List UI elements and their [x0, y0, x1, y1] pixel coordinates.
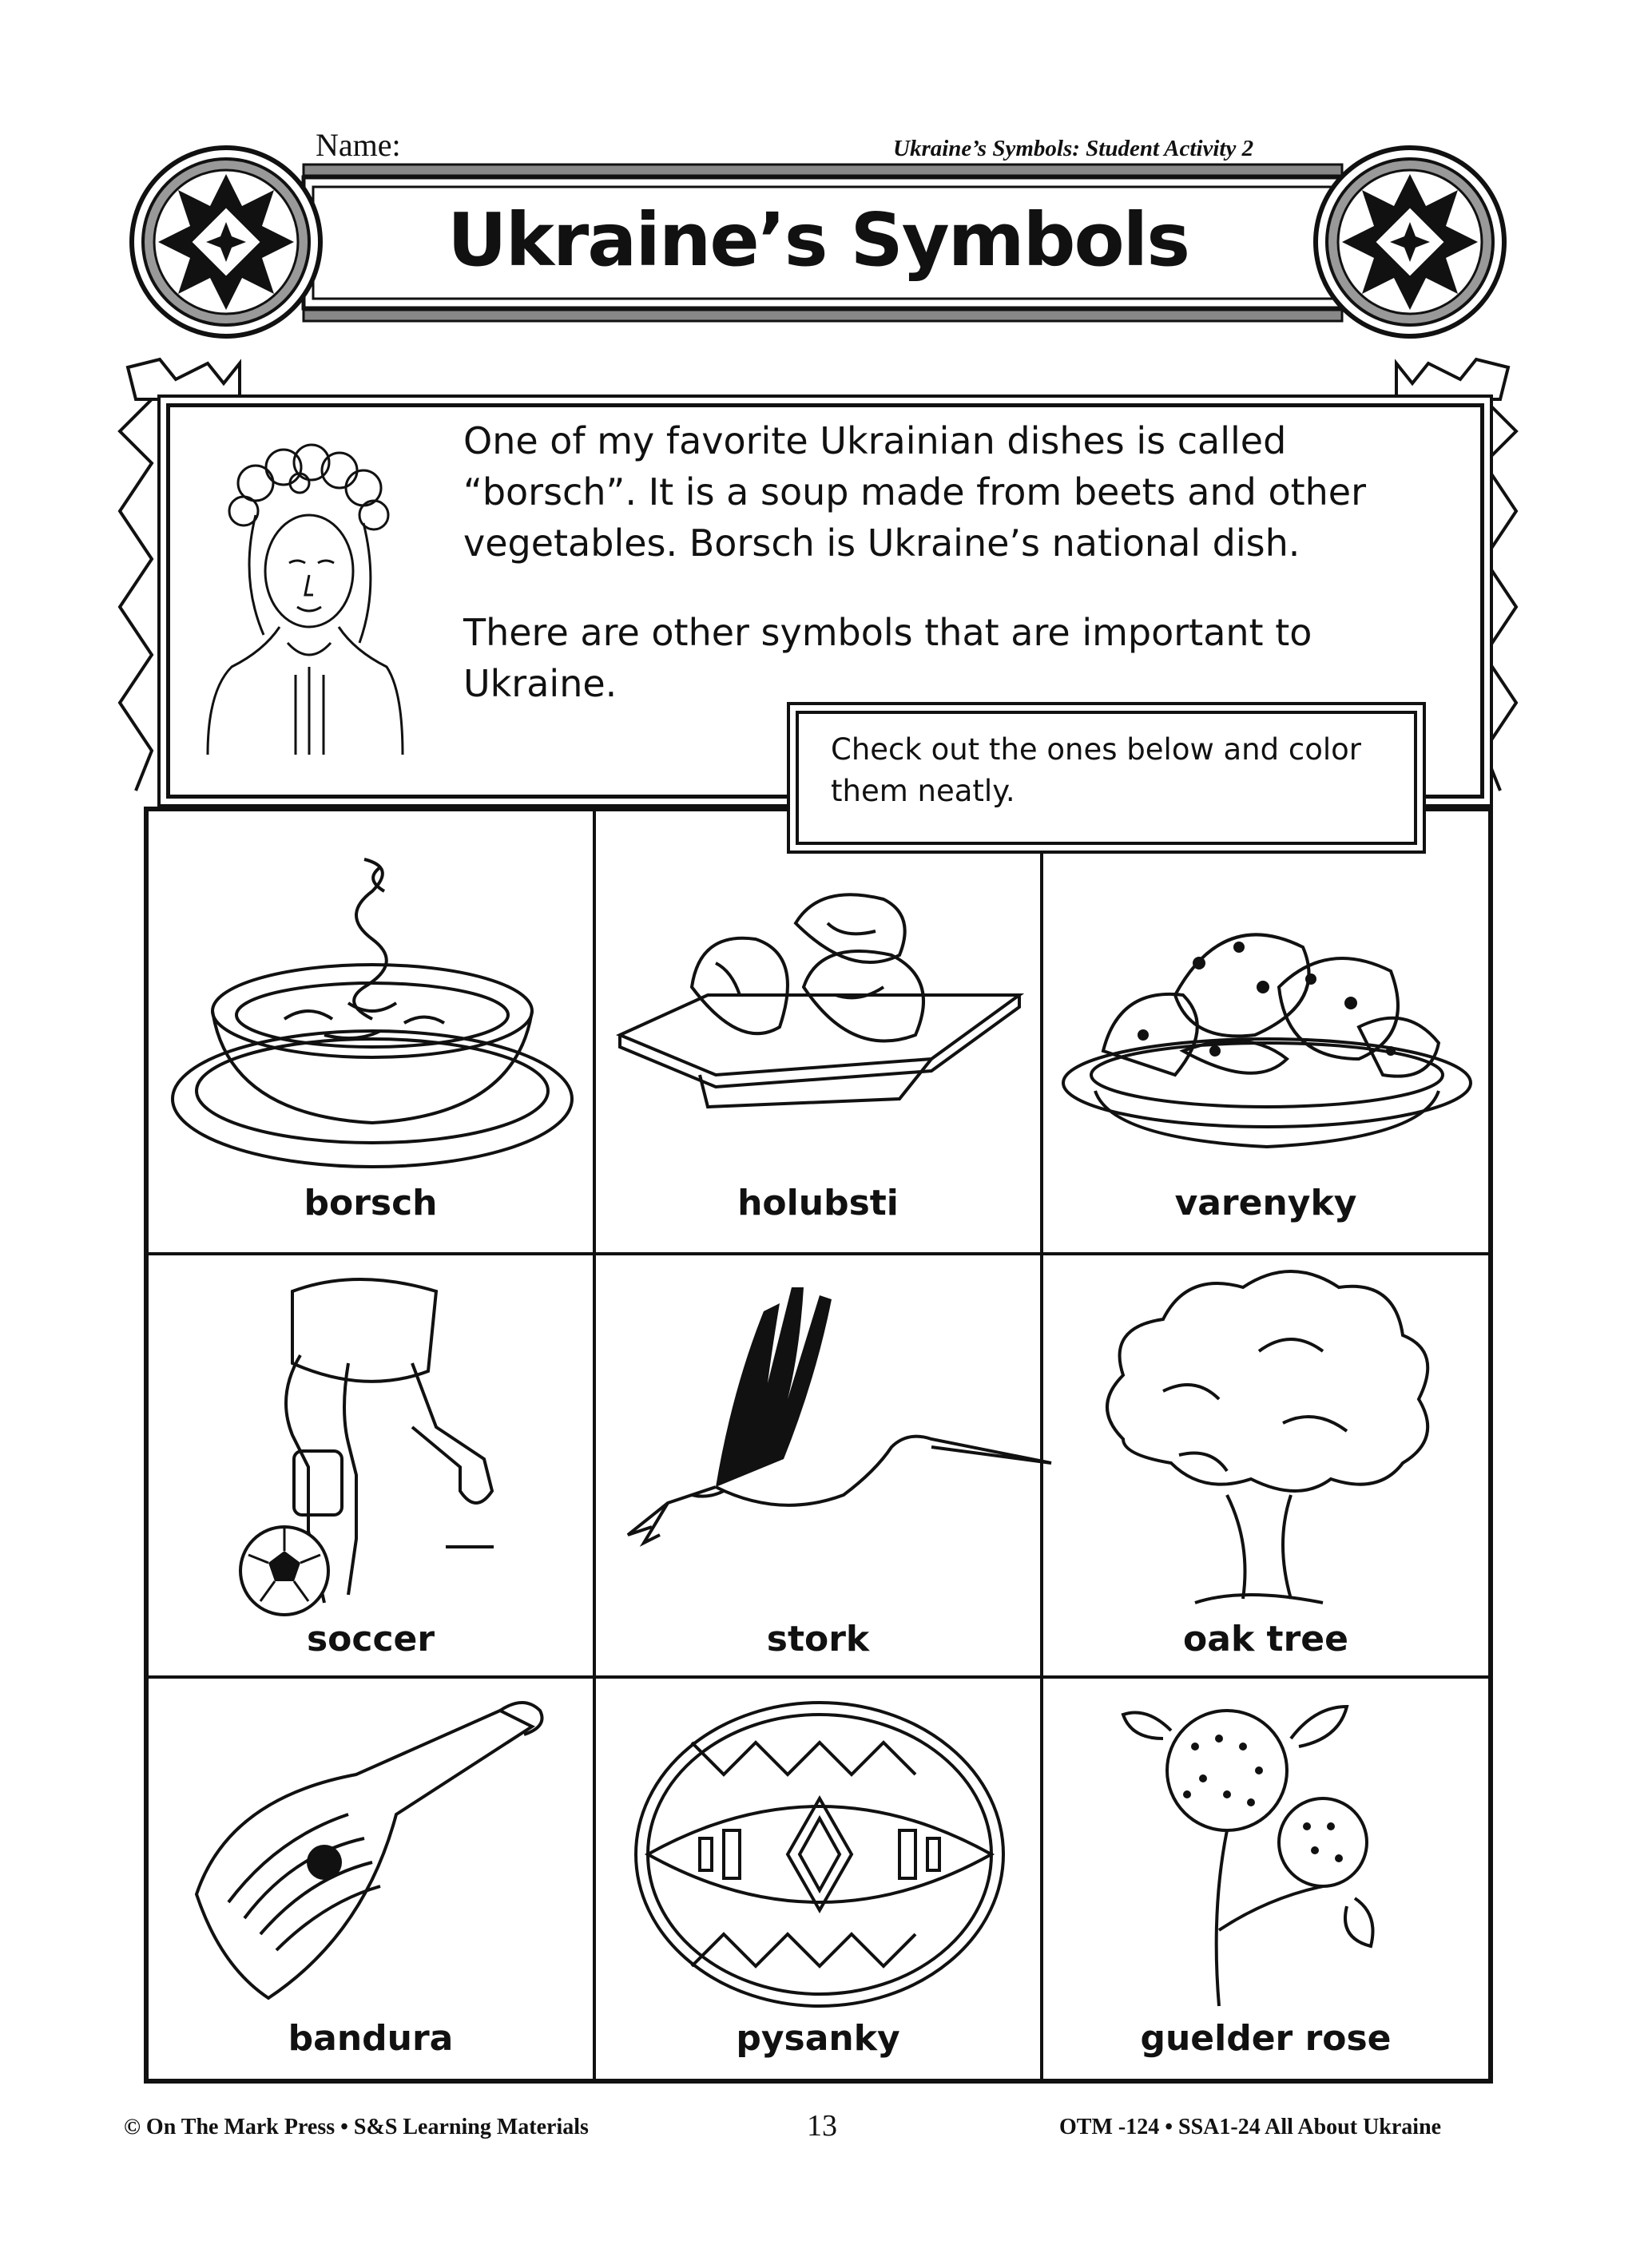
oak-tree-icon	[1075, 1263, 1459, 1615]
symbol-cell-oak-tree	[1042, 1254, 1490, 1677]
symbol-label: holubsti	[737, 1183, 899, 1223]
ukrainian-girl-portrait-icon	[200, 435, 407, 755]
symbol-label: bandura	[288, 2018, 454, 2059]
symbol-cell-bandura	[147, 1677, 594, 2080]
page-title: Ukraine’s Symbols	[447, 197, 1189, 283]
symbol-cell-holubsti	[594, 810, 1042, 1254]
bandura-icon	[181, 1695, 564, 2006]
guelder-rose-icon	[1115, 1691, 1419, 2018]
star-medallion-icon	[1310, 142, 1510, 342]
symbol-label: soccer	[306, 1619, 435, 1659]
symbol-label: stork	[766, 1619, 870, 1659]
instruction-text: Check out the ones below and color them neatly.	[831, 732, 1361, 808]
easter-egg-icon	[628, 1695, 1011, 2014]
page-number: 13	[807, 2109, 837, 2143]
symbol-cell-varenyky	[1042, 810, 1490, 1254]
activity-subtitle: Ukraine’s Symbols: Student Activity 2	[893, 136, 1254, 161]
symbol-cell-stork	[594, 1254, 1042, 1677]
symbol-label: varenyky	[1174, 1183, 1357, 1223]
symbol-label: pysanky	[736, 2018, 900, 2059]
intro-paragraph-1: One of my favorite Ukrainian dishes is called “borsch”. It is a soup made from beets and other vegetables. Borsch is Ukraine’s national dish.	[463, 419, 1366, 565]
intro-paragraph-2: There are other symbols that are important to Ukraine.	[463, 611, 1312, 705]
star-medallion-icon	[126, 142, 326, 342]
dumplings-icon	[1055, 867, 1479, 1171]
symbol-label: guelder rose	[1140, 2018, 1392, 2059]
symbol-cell-soccer	[147, 1254, 594, 1677]
stork-icon	[620, 1279, 1019, 1599]
soup-bowl-icon	[165, 843, 580, 1187]
footer-publisher: © On The Mark Press • S&S Learning Materials	[124, 2115, 589, 2139]
symbols-grid	[144, 807, 1493, 2084]
symbol-label: oak tree	[1183, 1619, 1348, 1659]
cabbage-rolls-icon	[612, 875, 1027, 1163]
soccer-player-icon	[220, 1267, 540, 1619]
symbol-cell-guelder-rose	[1042, 1677, 1490, 2080]
name-label: Name:	[316, 127, 401, 163]
symbol-label: borsch	[304, 1183, 438, 1223]
symbol-cell-pysanky	[594, 1677, 1042, 2080]
footer-product-code: OTM -124 • SSA1-24 All About Ukraine	[1059, 2115, 1442, 2139]
symbol-cell-borsch	[147, 810, 594, 1254]
